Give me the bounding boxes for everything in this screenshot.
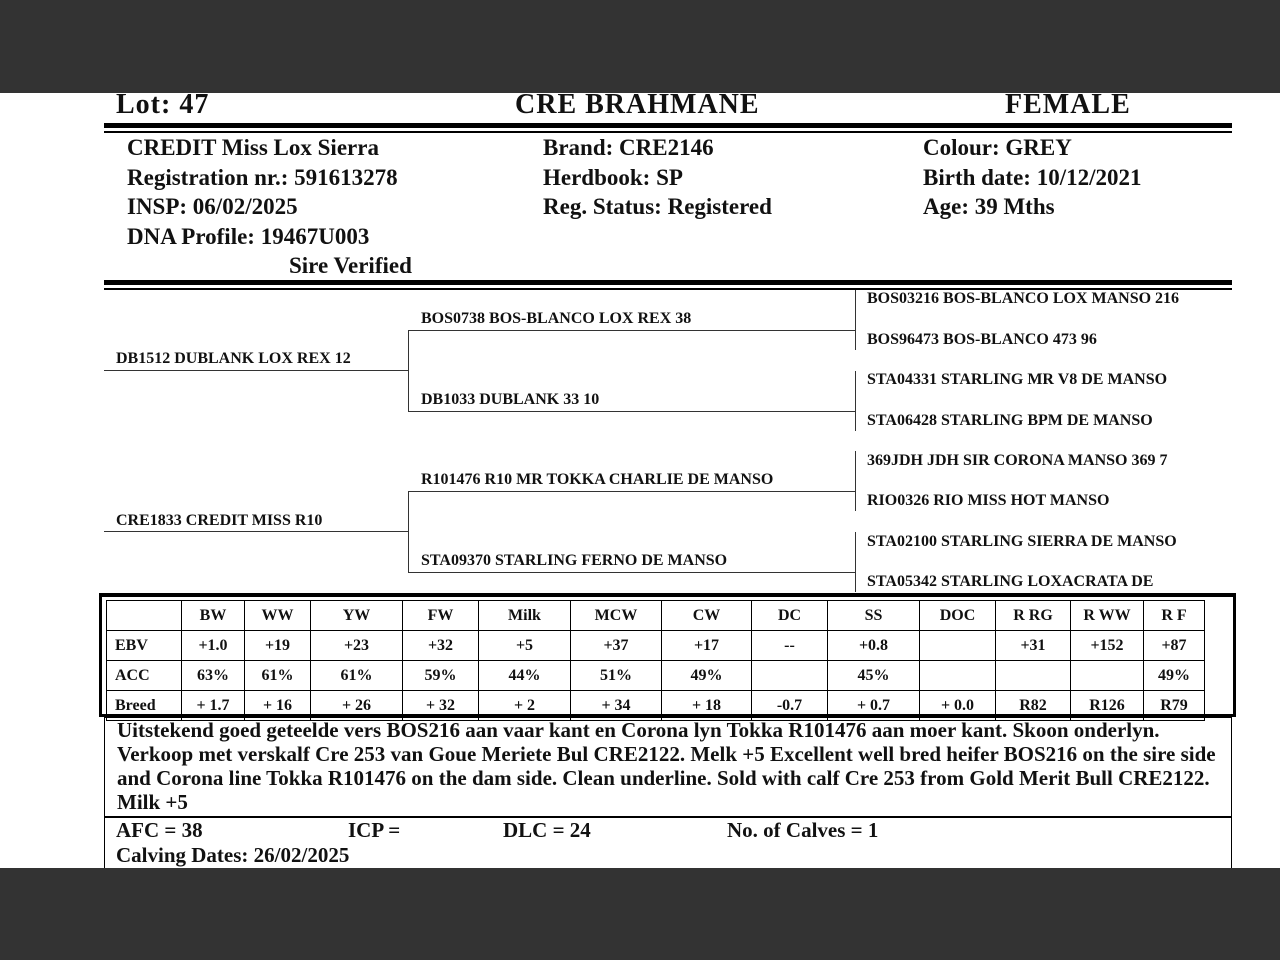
pedigree-ggs-5: 369JDH JDH SIR CORONA MANSO 369 7: [867, 452, 1168, 469]
ebv-cell: +17: [662, 631, 752, 661]
acc-cell: 61%: [311, 661, 403, 691]
pedigree-rule-thick: [104, 280, 1232, 285]
breed-cell: R126: [1071, 691, 1144, 721]
acc-cell: 49%: [1144, 661, 1205, 691]
sex-label: FEMALE: [1005, 93, 1131, 120]
sire-verified: Sire Verified: [289, 253, 412, 278]
ebv-cell: +87: [1144, 631, 1205, 661]
comments-text: Uitstekend goed geteelde vers BOS216 aan vaar kant en Corona lyn Tokka R101476 aan moer kant. Skoon onderlyn. Verkoop met verskalf Cre 253 van Goue Meriete Bul CRE2122. Melk +5 Excellent well bred heifer BOS216 on the sire side and Corona line Tokka R101476 on the dam side. Clean underline. Sold with calf Cre 253 from Gold Merit Bull CRE2122. Milk +5: [117, 718, 1216, 814]
ebv-cell: +31: [996, 631, 1071, 661]
ebv-header-cell: R RG: [996, 601, 1071, 631]
dam-bracket: [408, 492, 409, 573]
registration-number: Registration nr.: 591613278: [127, 164, 398, 190]
ss-bracket: [855, 290, 856, 350]
pedigree-dam-dam: STA09370 STARLING FERNO DE MANSO: [421, 552, 728, 569]
herdbook: Herdbook: SP: [543, 164, 683, 190]
acc-cell: 61%: [245, 661, 311, 691]
acc-cell: 49%: [662, 661, 752, 691]
lot-number: Lot: 47: [116, 93, 210, 120]
colour: Colour: GREY: [923, 135, 1072, 160]
dd-bracket: [855, 532, 856, 592]
breed-row-label: Breed: [107, 691, 182, 721]
animal-info-right: [923, 133, 1142, 222]
ebv-header-cell: CW: [662, 601, 752, 631]
sd-line: [408, 411, 855, 412]
ebv-header-cell: BW: [182, 601, 245, 631]
inspection-date: INSP: 06/02/2025: [127, 194, 298, 219]
sd-bracket: [855, 371, 856, 431]
calving-dates: Calving Dates: 26/02/2025: [116, 843, 350, 867]
animal-name: CREDIT Miss Lox Sierra: [127, 135, 379, 160]
ebv-header-cell: FW: [403, 601, 479, 631]
ebv-row-label: EBV: [107, 631, 182, 661]
ebv-cell: +0.8: [828, 631, 920, 661]
pedigree-ggs-1: BOS03216 BOS-BLANCO LOX MANSO 216: [867, 290, 1180, 307]
pedigree-ggs-6: RIO0326 RIO MISS HOT MANSO: [867, 492, 1110, 509]
ebv-cell: +152: [1071, 631, 1144, 661]
acc-cell: 51%: [571, 661, 662, 691]
acc-row: [107, 661, 1205, 691]
breed-cell: + 1.7: [182, 691, 245, 721]
ebv-header-cell: Milk: [479, 601, 571, 631]
breed-cell: R79: [1144, 691, 1205, 721]
pedigree-dam-sire: R101476 R10 MR TOKKA CHARLIE DE MANSO: [421, 471, 774, 488]
ss-line: [408, 330, 855, 331]
breed-cell: -0.7: [752, 691, 828, 721]
acc-cell: [996, 661, 1071, 691]
header-rule-thick: [104, 123, 1232, 128]
breed-cell: + 26: [311, 691, 403, 721]
pedigree-sire-sire: BOS0738 BOS-BLANCO LOX REX 38: [421, 310, 692, 327]
breed-title: CRE BRAHMANE: [515, 93, 760, 120]
ebv-header-row: [107, 601, 1205, 631]
age: Age: 39 Mths: [923, 194, 1055, 219]
dlc: DLC = 24: [503, 818, 591, 842]
afc: AFC = 38: [116, 818, 203, 842]
acc-cell: [1071, 661, 1144, 691]
ebv-header-cell: WW: [245, 601, 311, 631]
ebv-header-cell: SS: [828, 601, 920, 631]
acc-cell: 59%: [403, 661, 479, 691]
dam-line: [104, 531, 408, 532]
ebv-header-cell: YW: [311, 601, 403, 631]
ds-line: [408, 491, 855, 492]
breed-cell: + 16: [245, 691, 311, 721]
ebv-header-cell: R WW: [1071, 601, 1144, 631]
breed-cell: + 32: [403, 691, 479, 721]
pedigree-ggs-8: STA05342 STARLING LOXACRATA DE: [867, 573, 1154, 590]
acc-cell: 63%: [182, 661, 245, 691]
ebv-cell: +37: [571, 631, 662, 661]
sire-bracket: [408, 331, 409, 412]
ebv-header-cell: [107, 601, 182, 631]
acc-cell: 45%: [828, 661, 920, 691]
comments-box: [104, 717, 1232, 817]
acc-cell: [920, 661, 996, 691]
ebv-cell: +32: [403, 631, 479, 661]
ds-bracket: [855, 451, 856, 511]
ebv-cell: +1.0: [182, 631, 245, 661]
icp: ICP =: [348, 818, 401, 842]
birth-date: Birth date: 10/12/2021: [923, 164, 1142, 190]
ebv-cell: +23: [311, 631, 403, 661]
pedigree-ggs-2: BOS96473 BOS-BLANCO 473 96: [867, 331, 1097, 348]
breed-cell: + 0.0: [920, 691, 996, 721]
pedigree-dam: CRE1833 CREDIT MISS R10: [116, 512, 323, 529]
animal-info-left: [127, 133, 412, 281]
ebv-cell: +19: [245, 631, 311, 661]
ebv-header-cell: MCW: [571, 601, 662, 631]
dd-line: [408, 572, 855, 573]
dna-profile: DNA Profile: 19467U003: [127, 223, 370, 249]
reg-status: Reg. Status: Registered: [543, 194, 772, 219]
ebv-table: [106, 600, 1205, 721]
ebv-cell: +5: [479, 631, 571, 661]
breed-cell: + 34: [571, 691, 662, 721]
pedigree-sire: DB1512 DUBLANK LOX REX 12: [116, 350, 351, 367]
number-of-calves: No. of Calves = 1: [727, 818, 879, 842]
breed-cell: + 2: [479, 691, 571, 721]
footer-box: [104, 817, 1232, 868]
acc-row-label: ACC: [107, 661, 182, 691]
acc-cell: 44%: [479, 661, 571, 691]
brand: Brand: CRE2146: [543, 135, 714, 160]
lot-sheet: [0, 93, 1280, 868]
sire-line: [104, 370, 408, 371]
breed-row: [107, 691, 1205, 721]
pedigree-sire-dam: DB1033 DUBLANK 33 10: [421, 391, 600, 408]
ebv-header-cell: DOC: [920, 601, 996, 631]
ebv-header-cell: DC: [752, 601, 828, 631]
pedigree-ggs-4: STA06428 STARLING BPM DE MANSO: [867, 412, 1153, 429]
breed-cell: + 0.7: [828, 691, 920, 721]
pedigree-ggs-7: STA02100 STARLING SIERRA DE MANSO: [867, 533, 1177, 550]
ebv-cell: --: [752, 631, 828, 661]
ebv-cell: [920, 631, 996, 661]
ebv-row: [107, 631, 1205, 661]
pedigree-ggs-3: STA04331 STARLING MR V8 DE MANSO: [867, 371, 1168, 388]
animal-info-middle: [543, 133, 772, 222]
ebv-header-cell: R F: [1144, 601, 1205, 631]
breed-cell: R82: [996, 691, 1071, 721]
breed-cell: + 18: [662, 691, 752, 721]
acc-cell: [752, 661, 828, 691]
